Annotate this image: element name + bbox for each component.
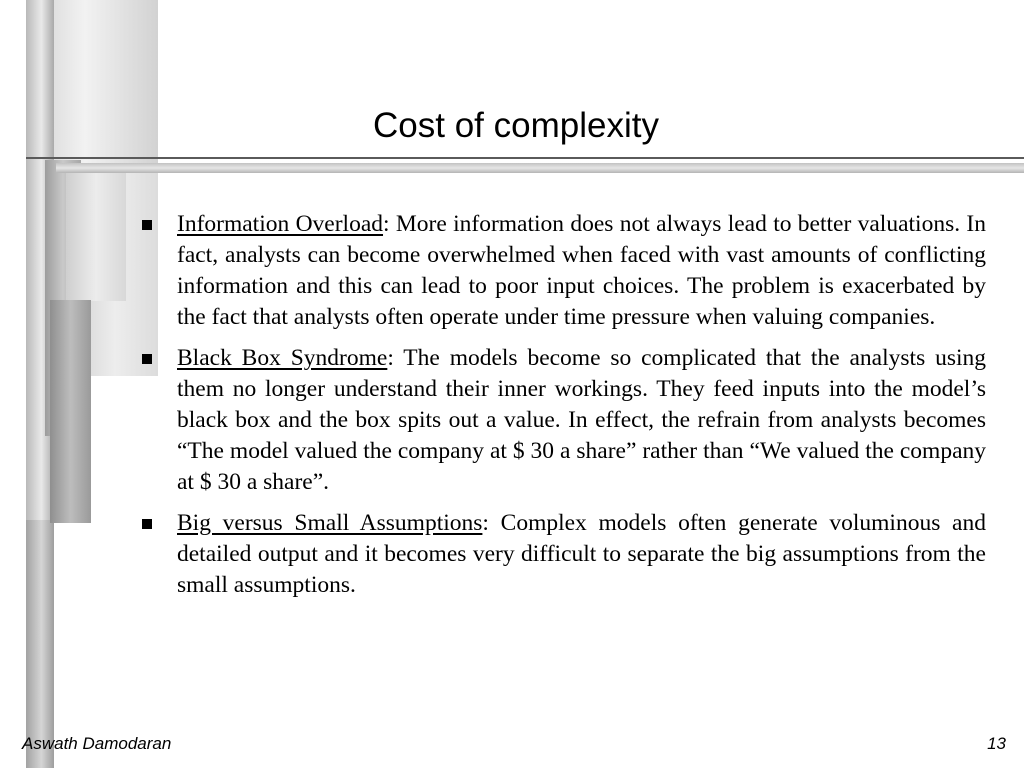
bullet-term: Information Overload: [177, 211, 384, 237]
square-bullet-icon: [142, 220, 152, 230]
decorative-bar: [50, 300, 91, 523]
bullet-text: : More information does not always lead to better valuations. In fact, analysts can become overwhelmed when faced with vast amounts of conflicting information and this can lead to poor input choices. The problem is exacerbated by the fact that analysts often operate under time pressure when valuing companies.: [177, 211, 986, 330]
decorative-bar: [26, 520, 54, 768]
title-divider-shadow: [56, 163, 1024, 173]
square-bullet-icon: [142, 354, 152, 364]
title-divider: [26, 157, 1024, 159]
bullet-term: Black Box Syndrome: [177, 345, 388, 371]
slide-title: Cost of complexity: [373, 106, 659, 145]
bullet-item: [140, 343, 986, 498]
square-bullet-icon: [142, 519, 152, 529]
bullet-list: [140, 209, 986, 611]
bullet-text: : Complex models often generate voluminous and detailed output and it becomes very difficult to separate the big assumptions from the small assumptions.: [177, 510, 986, 598]
footer-author: Aswath Damodaran: [22, 734, 172, 753]
bullet-text: : The models become so complicated that the analysts using them no longer understand their inner workings. They feed inputs into the model’s black box and the box spits out a value. In effect, the refrain from analysts becomes “The model valued the company at $ 30 a share” rather than “We valued the company at $ 30 a share”.: [177, 345, 986, 495]
decorative-bar: [66, 170, 126, 301]
bullet-term: Big versus Small Assumptions: [177, 510, 483, 536]
page-number: 13: [987, 734, 1006, 753]
bullet-item: [140, 508, 986, 601]
bullet-item: [140, 209, 986, 333]
